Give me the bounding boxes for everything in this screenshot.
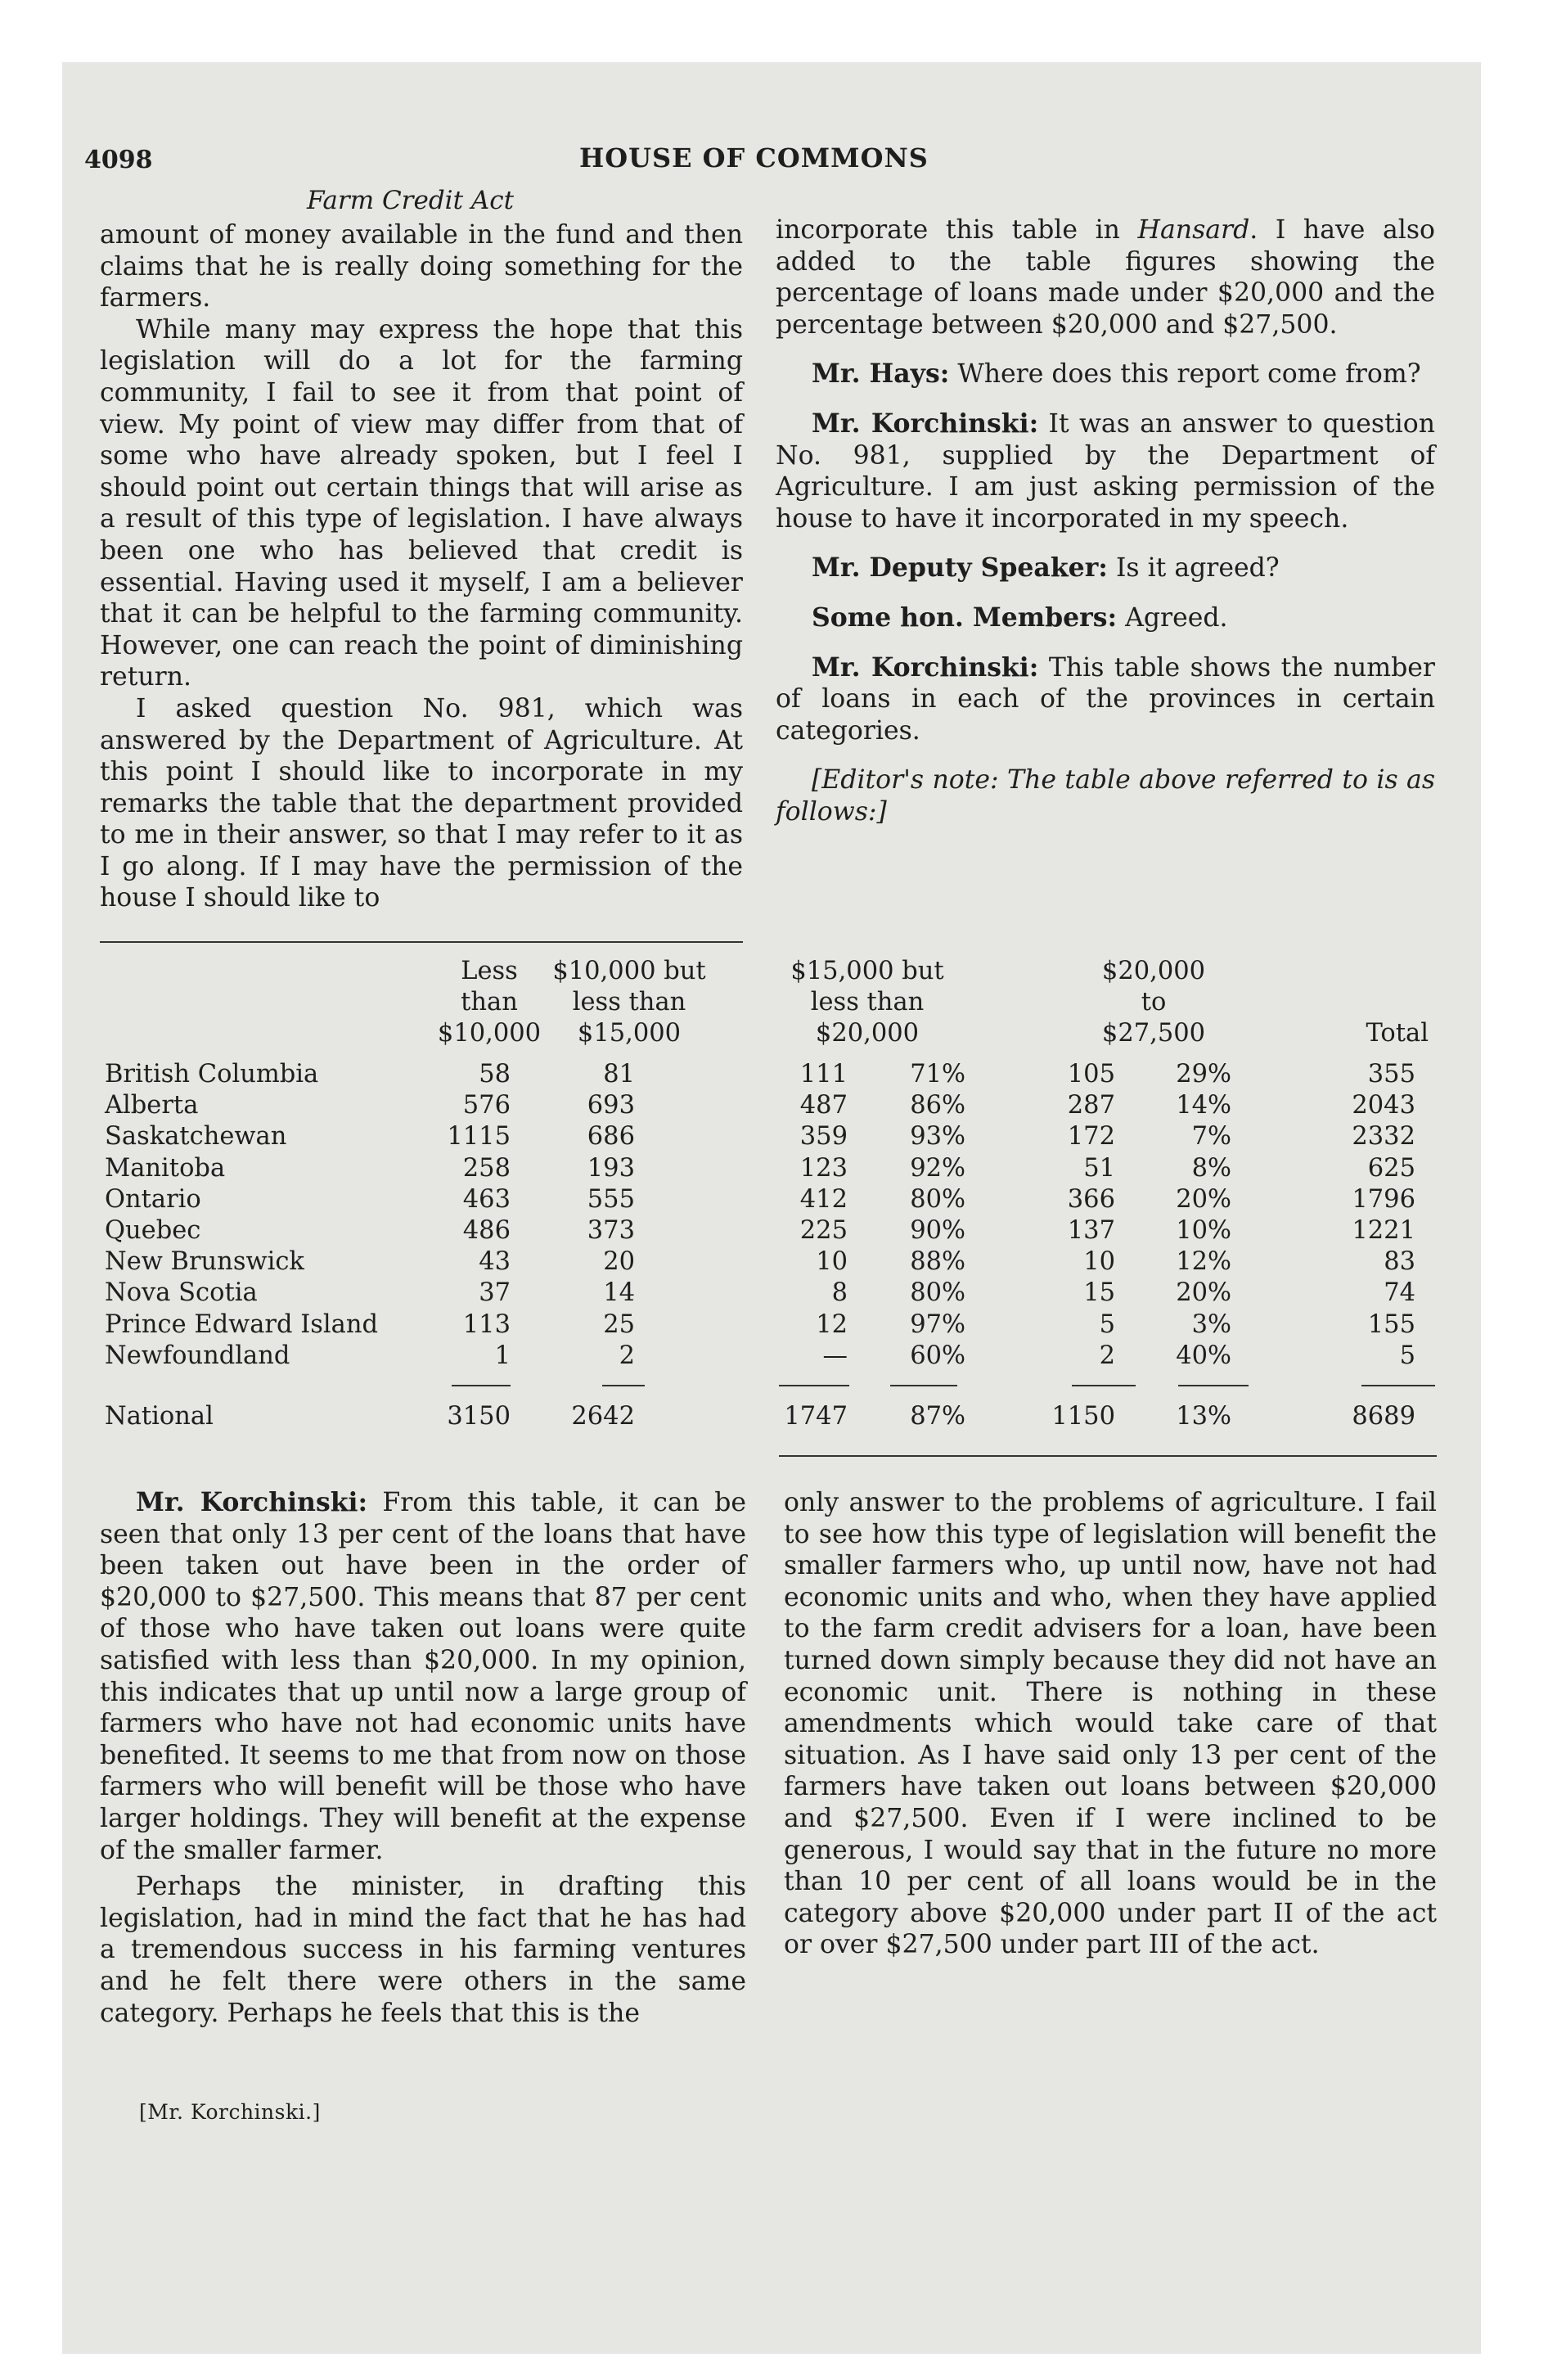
province-name: Ontario [105,1185,201,1214]
cell-percent-under-20000: 71% [910,1060,965,1089]
cell-under-10000: 576 [462,1091,511,1120]
cell-percent-20000-27500: 13% [1176,1402,1231,1431]
cell-under-10000: 1115 [447,1122,511,1151]
speaker-name: Mr. Korchinski: [812,408,1039,439]
cell-percent-under-20000: 88% [910,1247,965,1276]
total-rule [452,1385,511,1386]
speech-korchinski: Mr. Korchinski: From this table, it can be seen that only 13 per cent of the loans that have been taken out have been in the order of $20,000 to $27,500. This means that 87 per cent of those who have taken out loans were quite satisfied with less than $20,000. In my opinion, this indicates that up until now a large group of farmers who have not had economic units have benefited. It seems to me that from now on those farmers who will benefit will be those who have larger holdings. They will benefit at the expense of the smaller farmer. [100,1487,747,1865]
cell-total: 5 [1399,1341,1415,1370]
cell-20000-27500: 10 [1083,1247,1115,1276]
cell-20000-27500: 287 [1067,1091,1115,1120]
cell-15000-20000: — [822,1341,848,1370]
province-name: British Columbia [105,1060,319,1089]
cell-percent-20000-27500: 7% [1191,1122,1231,1151]
speech-deputy-speaker: Mr. Deputy Speaker: Is it agreed? [812,552,1280,584]
cell-percent-under-20000: 80% [910,1185,965,1214]
cell-percent-under-20000: 97% [910,1310,965,1339]
header-less-than-10000: Less than $10,000 [437,957,542,1048]
cell-percent-20000-27500: 20% [1176,1185,1231,1214]
province-name: Manitoba [105,1154,226,1183]
speech-members: Some hon. Members: Agreed. [812,602,1228,633]
cell-10000-15000: 81 [603,1060,635,1089]
cell-15000-20000: 10 [816,1247,848,1276]
cell-10000-15000: 193 [587,1154,635,1183]
cell-10000-15000: 25 [603,1310,635,1339]
cell-10000-15000: 2642 [571,1402,635,1431]
cell-total: 1221 [1352,1216,1415,1245]
cell-10000-15000: 693 [587,1091,635,1120]
cell-20000-27500: 137 [1067,1216,1115,1245]
left-column-bottom [100,1487,746,2029]
speech-korchinski: Mr. Korchinski: It was an answer to question No. 981, supplied by the Department of Agriculture. I am just asking permission of the house to have it incorporated in my speech. [776,408,1435,534]
province-name: New Brunswick [105,1247,304,1276]
cell-20000-27500: 51 [1083,1154,1115,1183]
cell-percent-20000-27500: 3% [1191,1310,1231,1339]
cell-10000-15000: 20 [603,1247,635,1276]
province-name: Newfoundland [105,1341,290,1370]
speaker-name: Some hon. Members: [812,602,1118,633]
speaker-name: Mr. Korchinski: [812,651,1039,683]
cell-percent-under-20000: 93% [910,1122,965,1151]
cell-under-10000: 3150 [447,1402,511,1431]
cell-total: 355 [1367,1060,1415,1089]
paragraph: amount of money available in the fund and then claims that he is really doing something for the farmers. [100,220,743,313]
total-rule [890,1385,957,1386]
speech-hays: Mr. Hays: Where does this report come from? [812,358,1421,390]
cell-20000-27500: 1150 [1051,1402,1115,1431]
header-15000-20000: $15,000 but less than $20,000 [790,957,944,1048]
cell-under-10000: 43 [479,1247,511,1276]
cell-20000-27500: 5 [1099,1310,1115,1339]
province-name: Prince Edward Island [105,1310,379,1339]
cell-total: 1796 [1352,1185,1415,1214]
cell-15000-20000: 225 [799,1216,848,1245]
cell-percent-under-20000: 80% [910,1278,965,1307]
cell-under-10000: 113 [462,1310,511,1339]
cell-10000-15000: 14 [603,1278,635,1307]
cell-15000-20000: 412 [799,1185,848,1214]
cell-20000-27500: 2 [1099,1341,1115,1370]
cell-percent-under-20000: 86% [910,1091,965,1120]
cell-20000-27500: 105 [1067,1060,1115,1089]
speaker-name: Mr. Korchinski: [136,1487,368,1517]
cell-total: 83 [1384,1247,1415,1276]
cell-percent-20000-27500: 20% [1176,1278,1231,1307]
speech-korchinski: Mr. Korchinski: This table shows the number of loans in each of the provinces in certain categories. [776,651,1435,746]
cell-percent-under-20000: 92% [910,1154,965,1183]
speaker-name: Mr. Deputy Speaker: [812,552,1108,584]
cell-total: 2043 [1352,1091,1415,1120]
province-name: Alberta [105,1091,199,1120]
paragraph: Perhaps the minister, in drafting this legislation, had in mind the fact that he has had a tremendous success in his farming ventures and he felt there were others in the same category. Perhaps he feels that this is the [100,1872,746,2028]
cell-10000-15000: 555 [587,1185,635,1214]
paragraph: While many may express the hope that this legislation will do a lot for the farming community, I fail to see it from that point of view. My point of view may differ from that of some who have already spoken, but I feel I should point out certain things that will arise as a result of this type of legislation. I have always been one who has believed that credit is essential. Having used it myself, I am a believer that it can be helpful to the farming community. However, one can reach the point of diminishing return. [100,314,743,692]
cell-under-10000: 37 [479,1278,511,1307]
total-rule [1178,1385,1249,1386]
cell-total: 625 [1367,1154,1415,1183]
cell-total: 155 [1367,1310,1415,1339]
cell-percent-under-20000: 90% [910,1216,965,1245]
cell-15000-20000: 359 [799,1122,848,1151]
cell-15000-20000: 487 [799,1091,848,1120]
cell-percent-20000-27500: 12% [1176,1247,1231,1276]
section-title: Farm Credit Act [307,186,515,215]
cell-20000-27500: 172 [1067,1122,1115,1151]
cell-10000-15000: 2 [619,1341,635,1370]
cell-15000-20000: 1747 [784,1402,848,1431]
editor-note: [Editor's note: The table above referred to is as follows:] [776,765,1435,827]
province-name: Quebec [105,1216,201,1245]
left-column-top [100,219,743,914]
table-top-rule-left [100,941,743,943]
cell-under-10000: 1 [494,1341,511,1370]
cell-percent-20000-27500: 14% [1176,1091,1231,1120]
right-column-top [776,214,1435,828]
cell-total: 74 [1384,1278,1415,1307]
total-rule [602,1385,645,1386]
paragraph: only answer to the problems of agriculture. I fail to see how this type of legislation will benefit the smaller farmers who, up until now, have not had economic units and who, when they have applied to the farm credit advisers for a loan, have been turned down simply because they did not have an economic unit. There is nothing in these amendments which would take care of that situation. As I have said only 13 per cent of the farmers have taken out loans between $20,000 and $27,500. Even if I were inclined to be generous, I would say that in the future no more than 10 per cent of all loans would be in the category above $20,000 under part II of the act or over $27,500 under part III of the act. [784,1488,1437,1960]
right-column-bottom [784,1487,1437,1961]
cell-under-10000: 486 [462,1216,511,1245]
cell-percent-20000-27500: 29% [1176,1060,1231,1089]
cell-total: 8689 [1352,1402,1415,1431]
total-rule [779,1385,849,1386]
cell-percent-under-20000: 60% [910,1341,965,1370]
cell-total: 2332 [1352,1122,1415,1151]
cell-15000-20000: 12 [816,1310,848,1339]
page-header: HOUSE OF COMMONS [579,142,929,174]
cell-under-10000: 58 [479,1060,511,1089]
page-number: 4098 [84,146,153,174]
cell-15000-20000: 8 [831,1278,848,1307]
total-rule [1072,1385,1136,1386]
paragraph: incorporate this table in Hansard. I have also added to the table figures showing the percentage of loans made under $20,000 and the percentage between $20,000 and $27,500. [776,215,1435,340]
cell-10000-15000: 373 [587,1216,635,1245]
cell-percent-20000-27500: 40% [1176,1341,1231,1370]
cell-under-10000: 258 [462,1154,511,1183]
cell-20000-27500: 366 [1067,1185,1115,1214]
header-20000-27500: $20,000 to $27,500 [1101,957,1206,1048]
province-name: Nova Scotia [105,1278,258,1307]
province-name: Saskatchewan [105,1122,287,1151]
table-bottom-rule-right [779,1455,1437,1457]
speaker-name: Mr. Hays: [812,358,950,390]
speaker-attribution: [Mr. Korchinski.] [139,2100,321,2124]
cell-20000-27500: 15 [1083,1278,1115,1307]
cell-percent-20000-27500: 10% [1176,1216,1231,1245]
cell-15000-20000: 111 [799,1060,848,1089]
cell-under-10000: 463 [462,1185,511,1214]
cell-10000-15000: 686 [587,1122,635,1151]
header-total: Total [1366,1019,1429,1048]
cell-15000-20000: 123 [799,1154,848,1183]
national-row-label: National [105,1402,214,1431]
cell-percent-under-20000: 87% [910,1402,965,1431]
paragraph: I asked question No. 981, which was answered by the Department of Agriculture. At this point I should like to incorporate in my remarks the table that the department provided to me in their answer, so that I may refer to it as I go along. If I may have the permission of the house I should like to [100,693,743,913]
header-10000-15000: $10,000 but less than $15,000 [552,957,706,1048]
cell-percent-20000-27500: 8% [1191,1154,1231,1183]
total-rule [1361,1385,1435,1386]
